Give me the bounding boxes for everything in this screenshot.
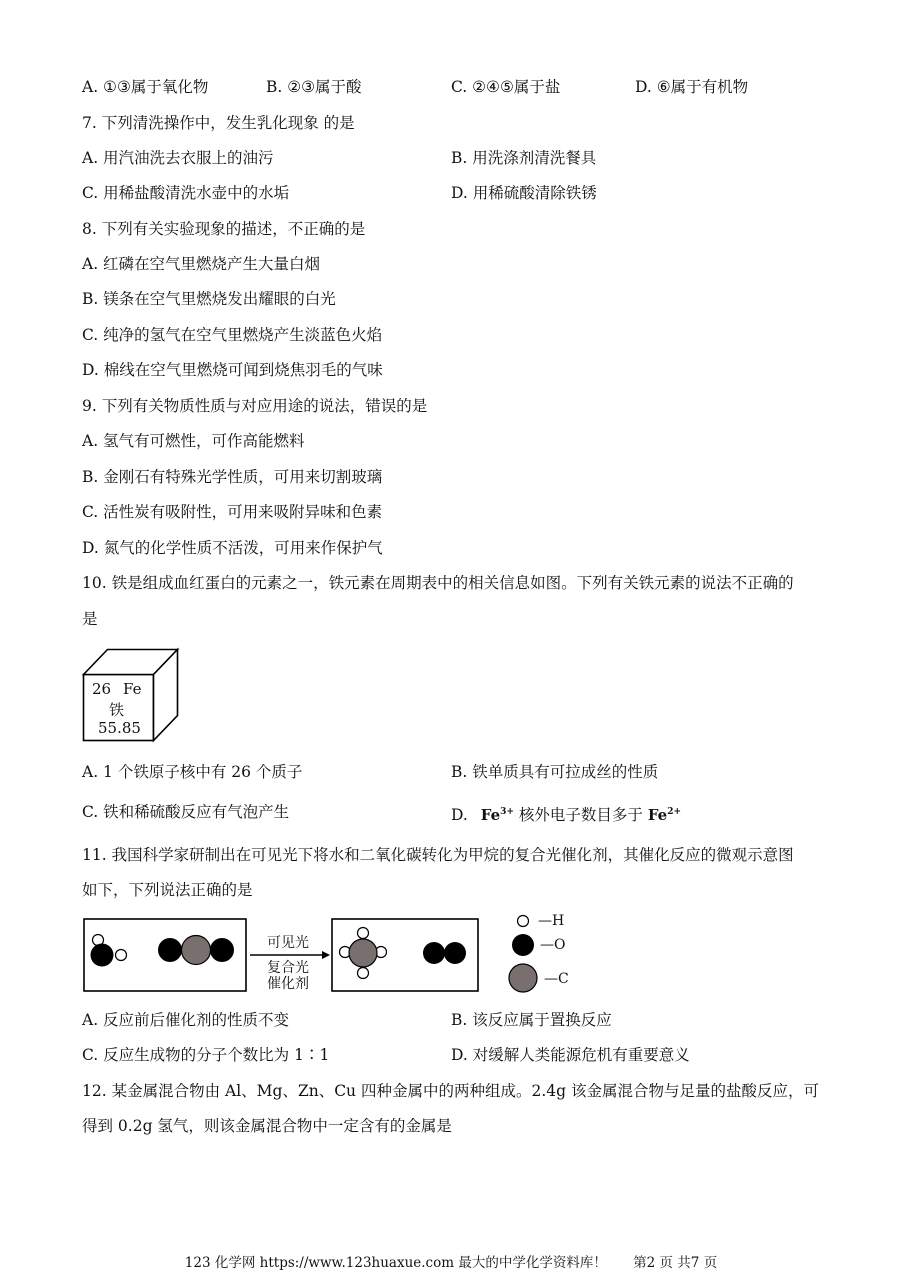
q9-option-d: D. 氮气的化学性质不活泼，可用来作保护气 — [82, 539, 383, 557]
co2-o-atom-2 — [210, 938, 234, 962]
water-h-atom-2 — [116, 950, 127, 961]
q10-stem-line1: 10. 铁是组成血红蛋白的元素之一，铁元素在周期表中的相关信息如图。下列有关铁元素的说法不正确的 — [82, 574, 794, 592]
q11-stem-line1: 11. 我国科学家研制出在可见光下将水和二氧化碳转化为甲烷的复合光催化剂，其催化反应的微观示意图 — [82, 846, 794, 864]
q6-option-c: C. ②④⑤属于盐 — [451, 78, 561, 96]
fe3-symbol: Fe — [480, 806, 501, 824]
q9-stem: 9. 下列有关物质性质与对应用途的说法，错误的是 — [82, 397, 428, 415]
fe2-symbol: Fe — [647, 806, 668, 824]
q8-option-c: C. 纯净的氢气在空气里燃烧产生淡蓝色火焰 — [82, 326, 383, 344]
q6-option-d: D. ⑥属于有机物 — [635, 78, 749, 96]
reaction-diagram — [80, 910, 580, 1000]
o2-atom-2 — [444, 942, 466, 964]
q9-option-b: B. 金刚石有特殊光学性质，可用来切割玻璃 — [82, 468, 383, 486]
q10-option-b: B. 铁单质具有可拉成丝的性质 — [451, 763, 659, 781]
element-symbol: Fe — [123, 680, 142, 698]
q11-option-b: B. 该反应属于置换反应 — [451, 1011, 612, 1029]
q8-option-d: D. 棉线在空气里燃烧可闻到烧焦羽毛的气味 — [82, 361, 383, 379]
co2-c-atom — [182, 936, 211, 965]
element-name: 铁 — [109, 701, 125, 719]
q7-option-d: D. 用稀硫酸清除铁锈 — [451, 184, 597, 202]
q10-option-a: A. 1 个铁原子核中有 26 个质子 — [82, 763, 303, 781]
arrow-label-catalyst: 催化剂 — [267, 976, 309, 992]
q7-option-a: A. 用汽油洗去衣服上的油污 — [82, 149, 274, 167]
fe3-ion — [481, 806, 514, 824]
methane-h-atom-top — [358, 928, 369, 939]
legend-c-swatch — [509, 964, 537, 992]
q8-option-a: A. 红磷在空气里燃烧产生大量白烟 — [82, 255, 321, 273]
q9-option-c: C. 活性炭有吸附性，可用来吸附异味和色素 — [82, 503, 383, 521]
q10-option-d-text: 核外电子数目多于 — [518, 806, 643, 824]
methane-c-atom — [349, 939, 377, 967]
footer-page-number: 第2 页 共7 页 — [633, 1255, 718, 1271]
q7-stem: 7. 下列清洗操作中，发生乳化现象 的是 — [82, 114, 355, 132]
element-atomic-mass: 55.85 — [98, 719, 141, 737]
q11-option-a: A. 反应前后催化剂的性质不变 — [82, 1011, 290, 1029]
arrow-label-visible-light: 可见光 — [267, 935, 309, 951]
q10-option-d — [451, 802, 681, 825]
reaction-diagram-svg — [80, 910, 580, 1000]
o2-atom-1 — [423, 942, 445, 964]
q8-option-b: B. 镁条在空气里燃烧发出耀眼的白光 — [82, 290, 336, 308]
arrow-label-composite: 复合光 — [267, 960, 309, 976]
legend-o-label: —O — [540, 937, 566, 953]
q12-stem-line1: 12. 某金属混合物由 Al、Mg、Zn、Cu 四种金属中的两种组成。2.4g 该金属混合物与足量的盐酸反应，可 — [82, 1082, 819, 1100]
q12-stem-line2: 得到 0.2g 氢气，则该金属混合物中一定含有的金属是 — [82, 1117, 452, 1135]
element-atomic-number: 26 — [92, 680, 112, 698]
fe2-charge: 2+ — [667, 807, 682, 817]
q6-option-a: A. ①③属于氧化物 — [82, 78, 209, 96]
fe3-charge: 3+ — [500, 807, 514, 817]
methane-h-atom-bottom — [358, 968, 369, 979]
q7-option-b: B. 用洗涤剂清洗餐具 — [451, 149, 597, 167]
q11-option-c: C. 反应生成物的分子个数比为 1∶1 — [82, 1046, 330, 1064]
legend-c-label: —C — [544, 971, 569, 987]
q10-stem-line2: 是 — [82, 610, 98, 628]
q9-option-a: A. 氢气有可燃性，可作高能燃料 — [82, 432, 305, 450]
legend-h-swatch — [518, 916, 529, 927]
water-o-atom — [91, 944, 114, 967]
q8-stem: 8. 下列有关实验现象的描述，不正确的是 — [82, 220, 366, 238]
q11-stem-line2: 如下，下列说法正确的是 — [82, 881, 253, 899]
fe2-ion — [648, 806, 681, 824]
footer-site-text: 123 化学网 https://www.123huaxue.com 最大的中学化学资料库！ — [184, 1255, 607, 1271]
q7-option-c: C. 用稀盐酸清洗水壶中的水垢 — [82, 184, 290, 202]
element-cell-figure — [82, 647, 182, 747]
q10-option-c: C. 铁和稀硫酸反应有气泡产生 — [82, 803, 290, 821]
reaction-arrow-head — [322, 951, 330, 959]
legend-h-label: —H — [538, 913, 565, 929]
legend-o-swatch — [512, 934, 534, 956]
q11-option-d: D. 对缓解人类能源危机有重要意义 — [451, 1046, 690, 1064]
page-footer — [0, 1253, 902, 1273]
co2-o-atom-1 — [158, 938, 182, 962]
q10-option-d-prefix: D. — [451, 806, 468, 824]
q6-option-b: B. ②③属于酸 — [266, 78, 362, 96]
